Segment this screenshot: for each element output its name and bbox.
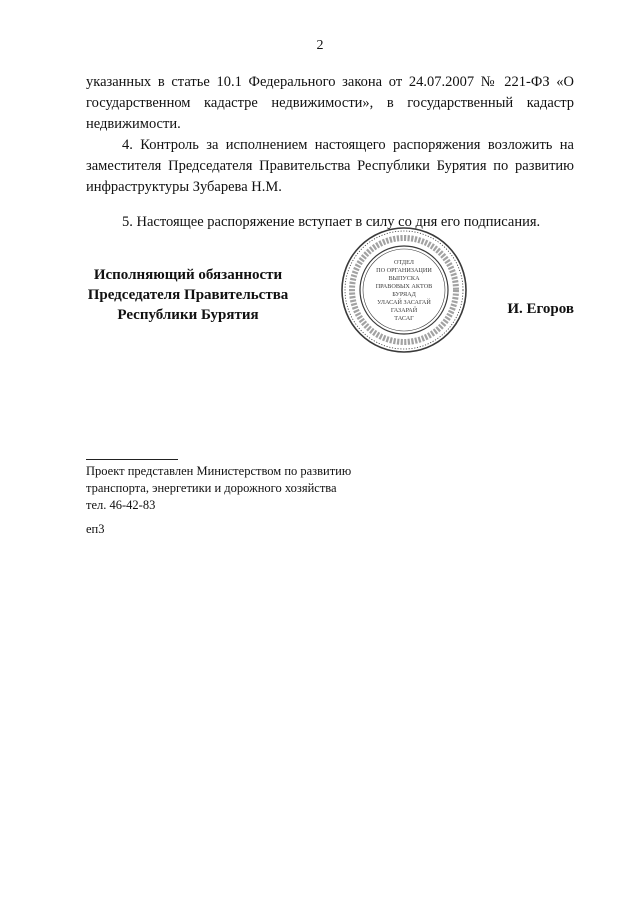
paragraph-continuation: указанных в статье 10.1 Федерального закона от 24.07.2007 № 221-ФЗ «О государственном кадастре недвижимости», в государственный кадастр недвижимости. — [86, 74, 574, 132]
signatory-name: И. Егоров — [507, 301, 574, 317]
signatory-title-line-1: Исполняющий обязанности — [93, 267, 283, 283]
official-seal — [340, 226, 468, 354]
signatory-title — [78, 265, 298, 325]
seal-text-1: ОТДЕЛ — [394, 259, 414, 266]
seal-ring-lettering — [352, 238, 456, 342]
footnote-line-2: транспорта, энергетики и дорожного хозяйства — [86, 481, 337, 495]
paragraph-5: 5. Настоящее распоряжение вступает в силу со дня его подписания. — [122, 214, 541, 230]
footnote-divider — [86, 459, 178, 460]
document-body — [86, 72, 574, 233]
footnote-line-1: Проект представлен Министерством по развитию — [86, 464, 352, 478]
seal-text-5: БУРЯАД — [392, 291, 416, 298]
paragraph-4: 4. Контроль за исполнением настоящего распоряжения возложить на заместителя Председателя Правительства Республики Бурятия по развитию инфраструктуры Зубарева Н.М. — [86, 137, 574, 195]
seal-text-7: ГАЗАРАЙ — [390, 307, 418, 314]
seal-text-8: ТАСАГ — [394, 315, 414, 322]
footnote — [86, 463, 351, 514]
signatory-title-line-2: Председателя Правительства — [87, 287, 289, 303]
seal-text-3: ВЫПУСКА — [388, 275, 420, 282]
seal-text-4: ПРАВОВЫХ АКТОВ — [375, 283, 433, 290]
seal-text-2: ПО ОРГАНИЗАЦИИ — [376, 267, 432, 274]
author-code: еп3 — [86, 522, 105, 536]
signatory-title-line-3: Республики Бурятия — [117, 307, 259, 323]
page-number: 2 — [316, 38, 324, 53]
seal-text-6: УЛАСАЙ ЗАСАГАЙ — [377, 299, 431, 306]
footnote-phone: тел. 46-42-83 — [86, 498, 156, 512]
